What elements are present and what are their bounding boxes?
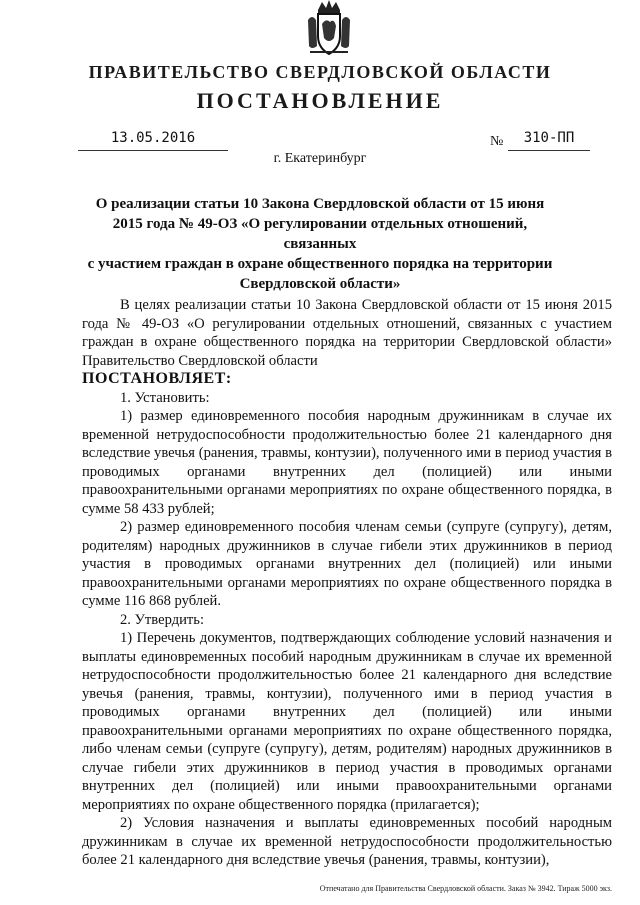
heading-line: с участием граждан в охране общественного порядка на территории — [87, 256, 553, 272]
document-body — [82, 296, 612, 870]
decree-word: ПОСТАНОВЛЯЕТ: — [82, 370, 232, 387]
paragraph: 2) Условия назначения и выплаты единовременных пособий народным дружинникам в случае их временной нетрудоспособности продолжительностью более 21 календарного дня вследствие увечья (ранения, травмы, контузии), — [82, 815, 612, 868]
heading-line: Свердловской области» — [239, 276, 401, 292]
heading-line: О реализации статьи 10 Закона Свердловской области от 15 июня — [95, 196, 545, 212]
preamble: В целях реализации статьи 10 Закона Свердловской области от 15 июня 2015 года № 49-ОЗ «О регулировании отдельных отношений, связанных с участием граждан в охране общественного порядка на территории Свердловской области» Правительство Свердловской области — [82, 297, 612, 369]
document-date: 13.05.2016 — [78, 130, 228, 151]
print-footer: Отпечатано для Правительства Свердловской области. Заказ № 3942. Тираж 5000 экз. — [319, 884, 612, 893]
government-title: ПРАВИТЕЛЬСТВО СВЕРДЛОВСКОЙ ОБЛАСТИ — [88, 62, 552, 82]
coat-of-arms-icon — [306, 0, 352, 58]
document-type: ПОСТАНОВЛЕНИЕ — [196, 88, 444, 113]
document-number: 310-ПП — [508, 130, 590, 151]
paragraph: 1) размер единовременного пособия народным дружинникам в случае их временной нетрудоспособности продолжительностью более 21 календарного дня вследствие увечья (ранения, травмы, контузии), полученного ими в период участия в проводимых органами внутренних дел (полицией) или иными правоохранительными органами мероприятиях по охране общественного порядка, в сумме 58 433 рублей; — [82, 408, 612, 517]
city: г. Екатеринбург — [273, 151, 367, 166]
paragraph: 1) Перечень документов, подтверждающих соблюдение условий назначения и выплаты единовременных пособий народным дружинникам в случае их временной нетрудоспособности продолжительностью более 21 календарного дня вследствие увечья (ранения, травмы, контузии), полученного ими в период участия в проводимых органами внутренних дел (полицией) или иными правоохранительными органами мероприятиях по охране общественного порядка, либо членам семьи (супруге (супругу), детям, родителям) народных дружинников в случае гибели этих дружинников в период участия в проводимых органами внутренних дел (полицией) или иными правоохранительными органами мероприятиях по охране общественного порядка (прилагается); — [82, 630, 612, 813]
paragraph: 2. Утвердить: — [120, 611, 205, 628]
paragraph: 1. Установить: — [120, 389, 210, 406]
paragraph: 2) размер единовременного пособия членам семьи (супруге (супругу), детям, родителям) народных дружинников в случае гибели этих дружинников в период участия в проводимых органами внутренних дел (полицией) или иными правоохранительными органами мероприятиях по охране общественного порядка в сумме 116 868 рублей. — [82, 519, 612, 609]
document-heading — [80, 194, 560, 294]
heading-line: 2015 года № 49-ОЗ «О регулировании отдельных отношений, связанных — [112, 216, 528, 252]
number-sign: № — [490, 134, 504, 149]
